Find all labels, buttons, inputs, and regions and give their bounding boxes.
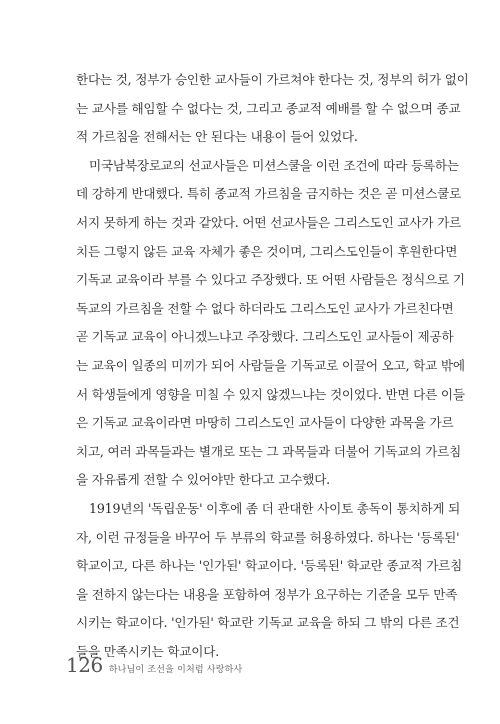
text-line: 독교의 가르침을 전할 수 없다 하더라도 그리스도인 교사가 가르친다면	[76, 300, 454, 316]
text-line: 미국남북장로교의 선교사들은 미션스쿨을 이런 조건에 따라 등록하는	[89, 157, 459, 173]
page-number: 126	[66, 653, 103, 677]
text-line: 학교이고, 다른 하나는 '인가된' 학교이다. '등록된' 학교란 종교적 가르침	[76, 558, 463, 574]
text-line: 치든 그렇지 않든 교육 자체가 좋은 것이며, 그리스도인들이 후원한다면	[76, 243, 458, 259]
text-line: 자, 이런 규정들을 바꾸어 두 부류의 학교를 허용하였다. 하나는 '등록된'	[76, 529, 460, 545]
text-line: 곧 기독교 교육이 아니겠느냐고 주장했다. 그리스도인 교사들이 제공하	[76, 329, 454, 345]
page-footer	[66, 653, 242, 677]
text-line: 을 자유롭게 전할 수 있어야만 한다고 고수했다.	[76, 472, 330, 488]
text-line: 을 전하지 않는다는 내용을 포함하여 정부가 요구하는 기준을 모두 만족	[76, 586, 458, 602]
paragraph	[76, 66, 469, 152]
text-line: 서 학생들에게 영향을 미칠 수 있지 않겠느냐는 것이었다. 반면 다른 이들	[76, 386, 465, 402]
text-line: 들을 만족시키는 학교이다.	[76, 643, 220, 659]
paragraph	[76, 495, 463, 667]
running-title: 하나님이 조선을 이처럼 사랑하사	[108, 665, 243, 675]
text-line: 한다는 것, 정부가 승인한 교사들이 가르쳐야 한다는 것, 정부의 허가 없이	[76, 72, 469, 87]
text-line: 1919년의 '독립운동' 이후에 좀 더 관대한 사이토 총독이 통치하게 되	[89, 500, 461, 516]
text-line: 치고, 여러 과목들과는 별개로 또는 그 과목들과 더불어 기독교의 가르침	[76, 443, 462, 459]
body-text	[76, 66, 469, 666]
text-line: 는 교사를 해임할 수 없다는 것, 그리고 종교적 예배를 할 수 없으며 종교	[76, 100, 461, 116]
text-line: 는 교육이 일종의 미끼가 되어 사람들을 기독교로 이끌어 오고, 학교 밖에	[76, 357, 465, 373]
text-line: 시키는 학교이다. '인가된' 학교란 기독교 교육을 하되 그 밖의 다른 조건	[76, 615, 460, 631]
text-line: 기독교 교육이라 부를 수 있다고 주장했다. 또 어떤 사람들은 정식으로 기	[76, 272, 465, 288]
text-line: 은 기독교 교육이라면 마땅히 그리스도인 교사들이 다양한 과목을 가르	[76, 415, 454, 431]
text-line: 서지 못하게 하는 것과 같았다. 어떤 선교사들은 그리스도인 교사가 가르	[76, 214, 462, 230]
text-line: 적 가르침을 전해서는 안 된다는 내용이 들어 있었다.	[76, 129, 358, 145]
paragraph	[76, 152, 465, 495]
text-line: 데 강하게 반대했다. 특히 종교적 가르침을 금지하는 것은 곧 미션스쿨로	[76, 186, 462, 202]
